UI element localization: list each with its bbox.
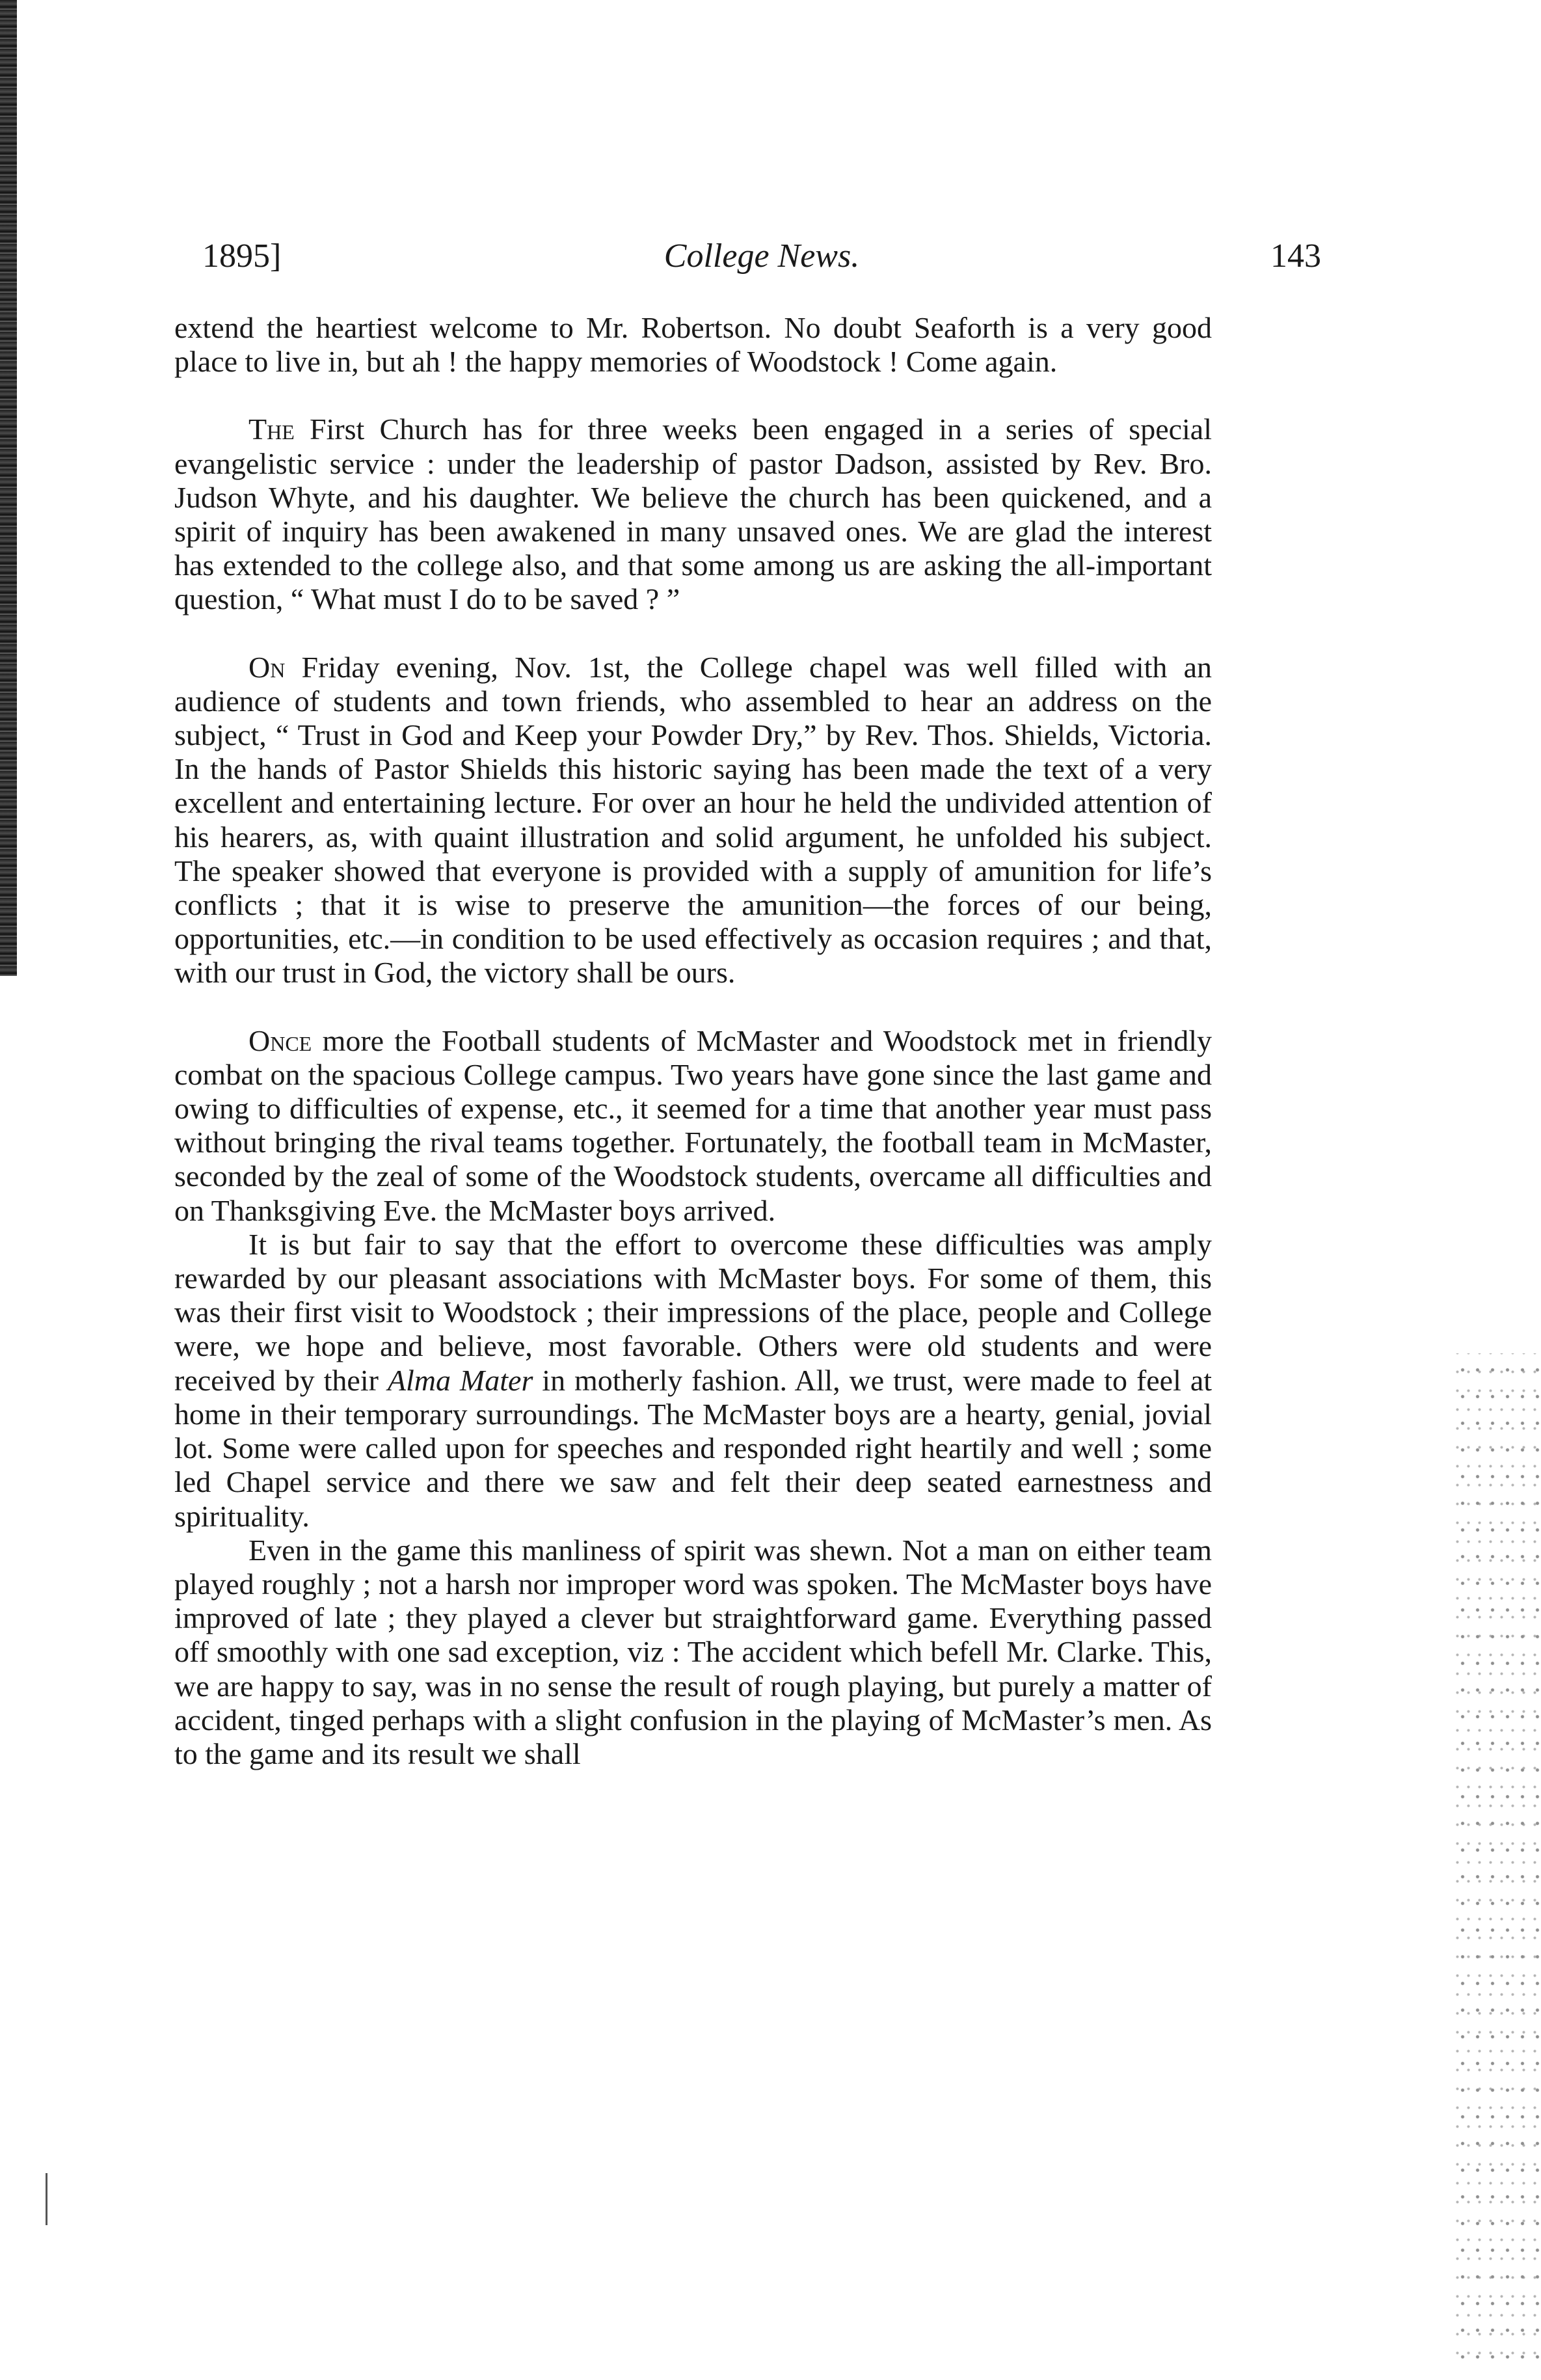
page-number: 143 (1270, 237, 1321, 275)
paragraph-text: in motherly fashion. All, we trust, were made to feel at home in their temporary surroundings. The McMaster boys are a hearty, genial, jovial lot. Some were called upon for speeches and responded right heartily and well ; some led Chapel service and there we saw and felt their deep seated earnestness and spirituality. (174, 1363, 1213, 1533)
header-year: 1895] (202, 237, 282, 275)
paragraph-text: extend the heartiest welcome to Mr. Robertson. No doubt Seaforth is a very good place to live in, but ah ! the happy memories of Woodstock ! Come again. (174, 311, 1212, 379)
paragraph-lead-word: Once (248, 1023, 312, 1057)
page-binding-mark (46, 2173, 47, 2225)
paragraph-first-church (174, 412, 1212, 616)
paragraph-lecture (174, 651, 1212, 990)
article-body (174, 311, 1212, 1771)
italic-phrase: Alma Mater (387, 1363, 533, 1397)
page-binding-edge (0, 0, 17, 976)
paragraph-text: Friday evening, Nov. 1st, the College chapel was well filled with an audience of students and town friends, who assembled to hear an address on the subject, “ Trust in God and Keep your Powder Dry,” by Rev. Thos. Shields, Victoria. In the hands of Pastor Shields this historic saying has been made the text of a very excellent and entertaining lecture. For over an hour he held the undivided attention of his hearers, as, with quaint illustration and solid argument, he unfolded his subject. The speaker showed that everyone is provided with a supply of amunition for life’s conflicts ; that it is wise to preserve the amunition—the forces of our being, opportunities, etc.—in condition to be used effectively as occasion requires ; and that, with our trust in God, the victory shall be ours. (174, 650, 1212, 990)
paragraph-text: more the Football students of McMaster and Woodstock met in friendly combat on the spacious College campus. Two years have gone since the last game and owing to difficulties of expense, etc., it seemed for a time that another year must pass without bringing the rival teams together. Fortunately, the football team in McMaster, seconded by the zeal of some of the Woodstock students, overcame all difficulties and on Thanksgiving Eve. the McMaster boys arrived. (174, 1023, 1212, 1227)
paragraph-lead-word: The (248, 412, 295, 446)
paragraph-text: It is but fair to say that the effort to overcome these difficulties was amply rewarded by our pleasant associations with McMaster boys. For some of them, this was their first visit to Woodstock ; their impressions of the place, people and College were, we hope and believe, most favorable. Others were old students and were received by their (174, 1227, 1212, 1397)
margin-specks (1450, 1353, 1541, 2368)
paragraph-associations (174, 1228, 1212, 1534)
paragraph-game (174, 1534, 1212, 1771)
running-head (202, 237, 1321, 282)
paragraph-football (174, 1024, 1212, 1228)
paragraph-text: Even in the game this manliness of spirit was shewn. Not a man on either team played roughly ; not a harsh nor improper word was spoken. The McMaster boys have improved of late ; they played a clever but straightforward game. Everything passed off smoothly with one sad exception, viz : The accident which befell Mr. Clarke. This, we are happy to say, was in no sense the result of rough playing, but purely a matter of accident, tinged perhaps with a slight confusion in the playing of McMaster’s men. As to the game and its result we shall (174, 1533, 1212, 1770)
header-title: College News. (663, 237, 860, 275)
paragraph-lead-word: On (248, 650, 286, 684)
paragraph-text: First Church has for three weeks been engaged in a series of special evangelistic service : under the leadership of pastor Dadson, assisted by Rev. Bro. Judson Whyte, and his daughter. We believe the church has been quickened, and a spirit of inquiry has been awakened in many unsaved ones. We are glad the interest has extended to the college also, and that some among us are asking the all-important question, “ What must I do to be saved ? ” (174, 412, 1212, 616)
paragraph-welcome (174, 311, 1212, 379)
